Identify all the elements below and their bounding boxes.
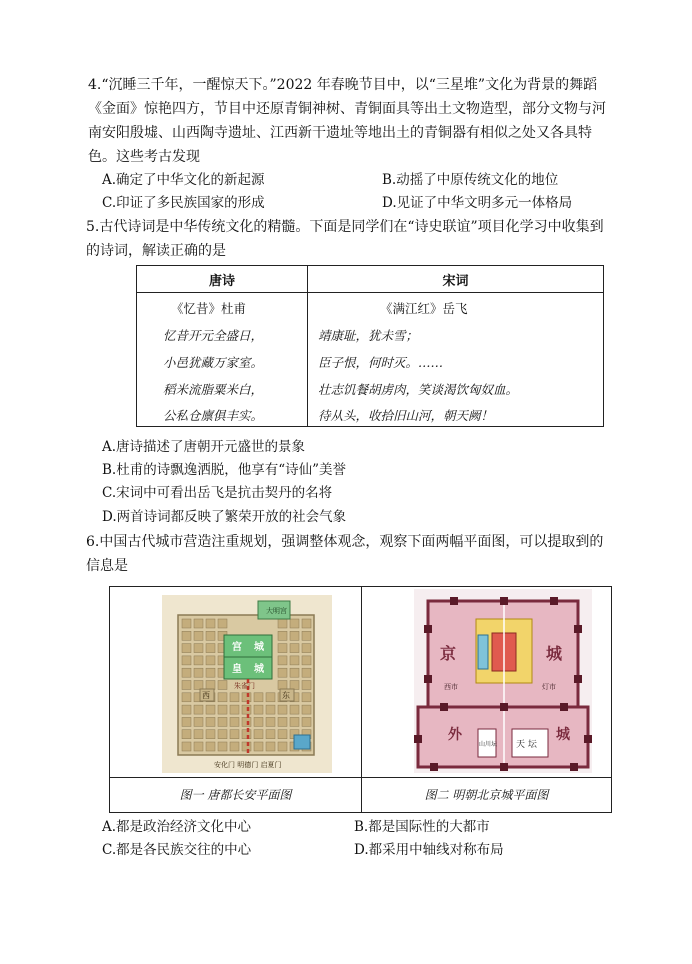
label-jing: 京 — [440, 644, 457, 663]
ward-block — [182, 693, 191, 702]
ward-block — [194, 668, 203, 677]
label-cheng-inner: 城 — [546, 644, 563, 663]
ward-block — [266, 705, 275, 714]
ward-block — [182, 631, 191, 640]
label-gong: 宫 — [232, 642, 242, 653]
ward-block — [194, 631, 203, 640]
ward-block — [194, 681, 203, 690]
song-poem-line: 臣子恨，何时灭。…… — [318, 355, 444, 370]
ward-block — [194, 705, 203, 714]
label-cheng-outer: 城 — [556, 727, 570, 743]
question-4-number: 4. — [88, 77, 102, 93]
ward-block — [278, 705, 287, 714]
song-poem-line: 壮志饥餐胡虏肉，笑谈渴饮匈奴血。 — [318, 382, 519, 397]
beijing-map — [414, 589, 592, 773]
ward-block — [302, 668, 311, 677]
ward-block — [266, 730, 275, 739]
ward-block — [278, 631, 287, 640]
ward-block — [278, 717, 287, 726]
ward-block — [278, 656, 287, 665]
figure-1-caption: 图一 唐都长安平面图 — [110, 778, 362, 813]
ward-block — [182, 730, 191, 739]
ward-block — [242, 717, 251, 726]
ward-block — [290, 619, 299, 628]
figure-1-cell — [110, 587, 362, 778]
label-wai: 外 — [448, 727, 462, 743]
ward-block — [182, 742, 191, 751]
ward-block — [302, 693, 311, 702]
q5-option-c[interactable]: C.宋词中可看出岳飞是抗击契丹的名将 — [102, 485, 333, 501]
question-5 — [86, 215, 616, 263]
ward-block — [206, 705, 215, 714]
ward-block — [302, 644, 311, 653]
q6-option-d[interactable]: D.都采用中轴线对称布局 — [354, 842, 504, 858]
city-gate — [450, 597, 458, 605]
ward-block — [278, 681, 287, 690]
poem-table-header-song: 宋词 — [308, 266, 604, 293]
ward-block — [278, 619, 287, 628]
ward-block — [194, 717, 203, 726]
tang-poem-line: 小邑犹藏万家室。 — [163, 355, 264, 370]
city-gate — [574, 675, 582, 683]
ward-block — [206, 730, 215, 739]
label-west: 西 — [202, 691, 210, 700]
q6-option-c[interactable]: C.都是各民族交往的中心 — [102, 842, 252, 858]
ward-block — [242, 742, 251, 751]
label-huang: 皇 — [232, 664, 242, 675]
ward-block — [218, 742, 227, 751]
label-dongshi: 灯市 — [542, 683, 556, 691]
question-6-stem: 中国古代城市营造注重规划，强调整体观念，观察下面两幅平面图，可以提取到的信息是 — [86, 534, 604, 574]
song-poem-title: 《满江红》岳飞 — [380, 301, 468, 316]
figure-2-cell — [362, 587, 612, 778]
ward-block — [206, 681, 215, 690]
city-gate — [560, 703, 568, 711]
ward-block — [290, 705, 299, 714]
city-gate — [500, 763, 508, 771]
ward-block — [230, 730, 239, 739]
city-gate — [550, 597, 558, 605]
q4-option-a[interactable]: A.确定了中华文化的新起源 — [102, 172, 265, 188]
ward-block — [194, 619, 203, 628]
ward-block — [206, 742, 215, 751]
ward-block — [206, 644, 215, 653]
question-4 — [88, 73, 618, 169]
ward-block — [290, 717, 299, 726]
song-poem-line: 待从头，收拾旧山河，朝天阙！ — [318, 408, 494, 423]
ward-block — [194, 656, 203, 665]
ward-block — [254, 717, 263, 726]
west-lakes — [478, 635, 488, 669]
city-gate — [424, 675, 432, 683]
ward-block — [278, 742, 287, 751]
ward-block — [254, 730, 263, 739]
tang-poem-line: 公私仓廪俱丰实。 — [163, 408, 264, 423]
q5-option-a[interactable]: A.唐诗描述了唐朝开元盛世的景象 — [102, 439, 306, 455]
ward-block — [194, 730, 203, 739]
ward-block — [290, 681, 299, 690]
label-cheng-2: 城 — [254, 664, 264, 675]
qujiang-pond — [294, 735, 310, 749]
ward-block — [302, 631, 311, 640]
ward-block — [290, 668, 299, 677]
ward-block — [218, 730, 227, 739]
ward-block — [182, 656, 191, 665]
ward-block — [182, 644, 191, 653]
ward-block — [254, 693, 263, 702]
figure-2-caption: 图二 明朝北京城平面图 — [362, 778, 612, 813]
label-zhuque: 朱雀门 — [234, 682, 255, 690]
q4-option-c[interactable]: C.印证了多民族国家的形成 — [102, 195, 265, 211]
ward-block — [278, 644, 287, 653]
ward-block — [218, 681, 227, 690]
ward-block — [278, 730, 287, 739]
city-gate — [500, 597, 508, 605]
ward-block — [254, 742, 263, 751]
q4-option-b[interactable]: B.动摇了中原传统文化的地位 — [382, 172, 559, 188]
label-xishi: 西市 — [444, 683, 458, 691]
poem-table-header-tang: 唐诗 — [137, 266, 308, 293]
city-gate — [570, 763, 578, 771]
ward-block — [290, 656, 299, 665]
song-poem-cell — [308, 293, 604, 427]
tang-poem-cell — [137, 293, 308, 427]
ward-block — [230, 742, 239, 751]
city-gate — [424, 625, 432, 633]
question-4-stem: “沉睡三千年，一醒惊天下。”2022 年春晚节目中，以“三星堆”文化为背景的舞蹈《金面》惊艳四方，节目中还原青铜神树、青铜面具等出土文物造型，部分文物与河南安阳殷墟、山西陶寺遗址、江西新干遗址等地出土的青铜器有相似之处又各具特色。这些考古发现 — [88, 77, 606, 165]
changan-map — [162, 595, 332, 773]
label-daming: 大明宫 — [266, 607, 287, 615]
ward-block — [206, 656, 215, 665]
ward-block — [230, 705, 239, 714]
ward-block — [254, 705, 263, 714]
tang-poem-line: 忆昔开元全盛日， — [163, 328, 264, 343]
ward-block — [206, 631, 215, 640]
ward-block — [266, 717, 275, 726]
ward-block — [218, 705, 227, 714]
label-shanchuan: 山川坛 — [479, 741, 498, 748]
label-bottom-gates: 安化门 明德门 启夏门 — [214, 761, 282, 769]
city-gate — [574, 625, 582, 633]
ward-block — [242, 693, 251, 702]
ward-block — [302, 705, 311, 714]
q5-option-b[interactable]: B.杜甫的诗飘逸洒脱，他享有“诗仙”美誉 — [102, 462, 347, 478]
city-gate — [430, 763, 438, 771]
tang-poem-line: 稻米流脂粟米白， — [163, 382, 264, 397]
question-6-number: 6. — [86, 534, 100, 550]
city-gate — [584, 735, 592, 743]
figure-table — [109, 586, 612, 813]
ward-block — [206, 717, 215, 726]
ward-block — [218, 693, 227, 702]
ward-block — [182, 705, 191, 714]
ward-block — [230, 717, 239, 726]
label-cheng-1: 城 — [254, 642, 264, 653]
ward-block — [218, 717, 227, 726]
question-5-stem: 古代诗词是中华传统文化的精髓。下面是同学们在“诗史联谊”项目化学习中收集到的诗词，解读正确的是 — [86, 219, 604, 259]
ward-block — [182, 668, 191, 677]
question-5-number: 5. — [86, 219, 100, 235]
ward-block — [206, 619, 215, 628]
poem-table — [136, 265, 604, 427]
ward-block — [302, 656, 311, 665]
ward-block — [206, 668, 215, 677]
ward-block — [290, 644, 299, 653]
ward-block — [242, 730, 251, 739]
ward-block — [302, 717, 311, 726]
ward-block — [266, 742, 275, 751]
ward-block — [194, 742, 203, 751]
song-poem-line: 靖康耻，犹未雪； — [318, 328, 419, 343]
city-gate — [440, 703, 448, 711]
ward-block — [242, 705, 251, 714]
label-tiantan: 天 坛 — [516, 740, 537, 750]
tang-poem-title: 《忆昔》杜甫 — [171, 301, 247, 316]
ward-block — [182, 681, 191, 690]
ward-block — [194, 644, 203, 653]
city-gate — [500, 703, 508, 711]
ward-block — [230, 693, 239, 702]
ward-block — [302, 681, 311, 690]
ward-block — [182, 619, 191, 628]
q4-option-d[interactable]: D.见证了中华文明多元一体格局 — [382, 195, 573, 211]
ward-block — [290, 631, 299, 640]
question-6 — [86, 530, 616, 578]
ward-block — [266, 693, 275, 702]
q6-option-a[interactable]: A.都是政治经济文化中心 — [102, 819, 252, 835]
q6-option-b[interactable]: B.都是国际性的大都市 — [354, 819, 490, 835]
ward-block — [278, 668, 287, 677]
q5-option-d[interactable]: D.两首诗词都反映了繁荣开放的社会气象 — [102, 509, 347, 525]
ward-block — [182, 717, 191, 726]
city-gate — [414, 735, 422, 743]
ward-block — [302, 619, 311, 628]
label-east: 东 — [282, 691, 290, 700]
ward-block — [218, 619, 227, 628]
